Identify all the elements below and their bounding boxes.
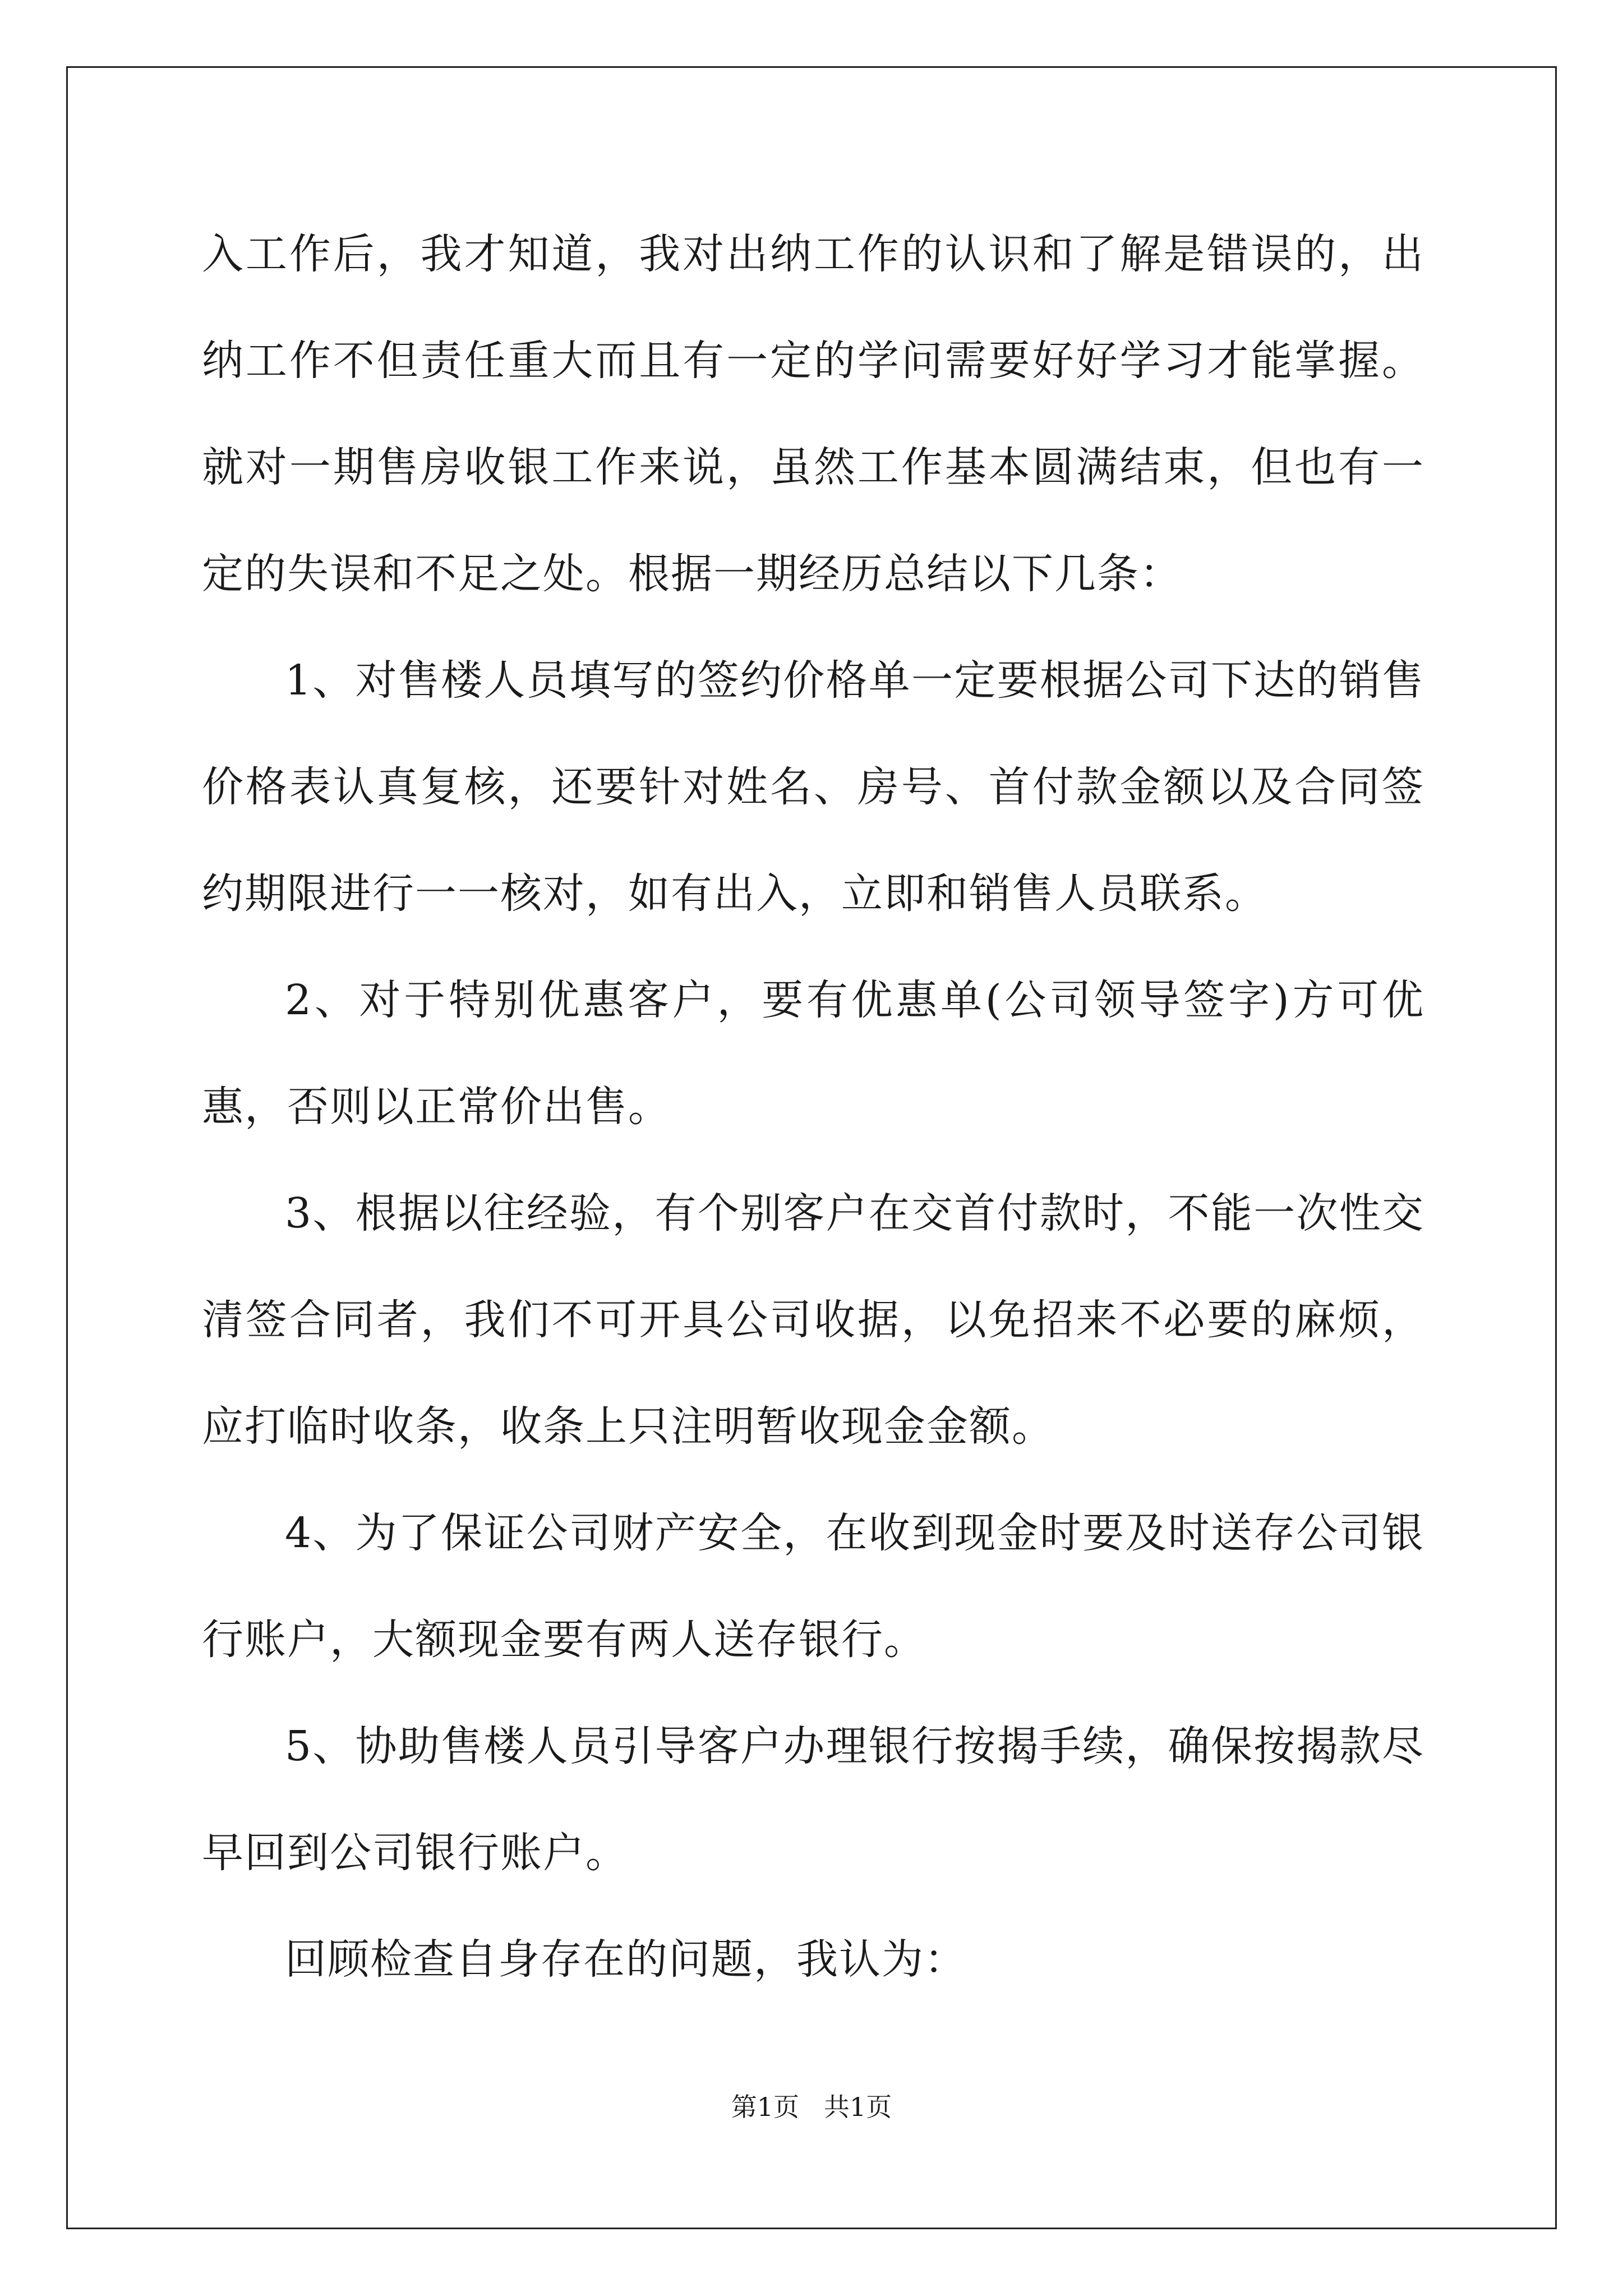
paragraph-item-4: 4、为了保证公司财产安全，在收到现金时要及时送存公司银行账户，大额现金要有两人送存银行。 bbox=[202, 1509, 1424, 1664]
paragraph-item-2: 2、对于特别优惠客户，要有优惠单(公司领导签字)方可优惠，否则以正常价出售。 bbox=[202, 976, 1424, 1131]
document-body bbox=[202, 201, 1424, 2013]
paragraph-intro: 入工作后，我才知道，我对出纳工作的认识和了解是错误的，出纳工作不但责任重大而且有一定的学问需要好好学习才能掌握。就对一期售房收银工作来说，虽然工作基本圆满结束，但也有一定的失误和不足之处。根据一期经历总结以下几条： bbox=[202, 230, 1424, 598]
paragraph-item-3: 3、根据以往经验，有个别客户在交首付款时，不能一次性交清签合同者，我们不可开具公司收据，以免招来不必要的麻烦，应打临时收条，收条上只注明暂收现金金额。 bbox=[202, 1189, 1424, 1451]
paragraph-review: 回顾检查自身存在的问题，我认为： bbox=[285, 1935, 967, 1984]
paragraph-item-1: 1、对售楼人员填写的签约价格单一定要根据公司下达的销售价格表认真复核，还要针对姓名、房号、首付款金额以及合同签约期限进行一一核对，如有出入，立即和销售人员联系。 bbox=[202, 656, 1424, 918]
paragraph-item-5: 5、协助售楼人员引导客户办理银行按揭手续，确保按揭款尽早回到公司银行账户。 bbox=[202, 1722, 1424, 1877]
page-footer: 第1页 共1页 bbox=[731, 2092, 892, 2122]
